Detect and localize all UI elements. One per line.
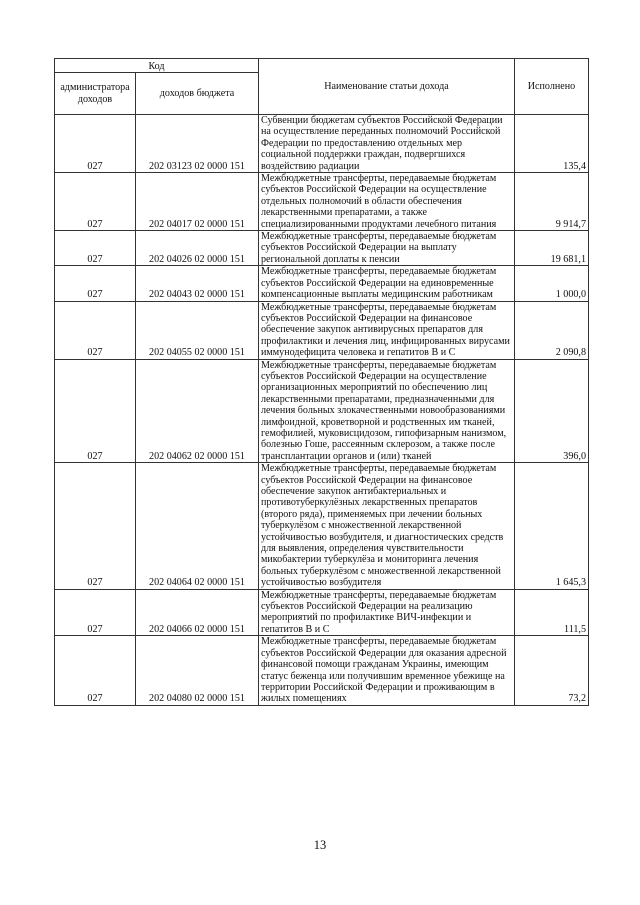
page-number: 13	[313, 838, 327, 852]
budget-code-cell: 202 04017 02 0000 151	[136, 173, 259, 231]
revenue-name-cell: Межбюджетные трансферты, передаваемые бюджетам субъектов Российской Федерации на финансовое обеспечение закупок антивирусных препаратов для профилактики и лечения лиц, инфицированных вирусами иммунодефицита человека и гепатитов В и С	[259, 301, 515, 359]
name-column-header: Наименование статьи дохода	[259, 59, 515, 115]
admin-code-cell: 027	[55, 301, 136, 359]
table-row	[55, 231, 589, 266]
table-row	[55, 589, 589, 636]
budget-code-cell: 202 04064 02 0000 151	[136, 463, 259, 589]
admin-code-cell: 027	[55, 359, 136, 463]
executed-amount-cell: 396,0	[515, 359, 589, 463]
admin-code-cell: 027	[55, 636, 136, 705]
table-row	[55, 636, 589, 705]
executed-amount-cell: 135,4	[515, 115, 589, 173]
revenue-name-cell: Межбюджетные трансферты, передаваемые бюджетам субъектов Российской Федерации на выплату региональной доплаты к пенсии	[259, 231, 515, 266]
admin-code-cell: 027	[55, 266, 136, 301]
executed-amount-cell: 9 914,7	[515, 173, 589, 231]
revenue-name-cell: Межбюджетные трансферты, передаваемые бюджетам субъектов Российской Федерации на единовременные компенсационные выплаты медицинским работникам	[259, 266, 515, 301]
executed-amount-cell: 1 645,3	[515, 463, 589, 589]
admin-code-cell: 027	[55, 463, 136, 589]
budget-code-column-header: доходов бюджета	[136, 73, 259, 115]
revenue-name-cell: Межбюджетные трансферты, передаваемые бюджетам субъектов Российской Федерации для оказания адресной финансовой помощи гражданам Украины, имеющим статус беженца или получившим временное убежище на территории Российской Федерации и проживающим в жилых помещениях	[259, 636, 515, 705]
table-row	[55, 173, 589, 231]
admin-code-cell: 027	[55, 589, 136, 636]
table-row	[55, 463, 589, 589]
admin-code-cell: 027	[55, 173, 136, 231]
budget-code-cell: 202 04043 02 0000 151	[136, 266, 259, 301]
table-header	[55, 59, 589, 115]
revenue-name-cell: Межбюджетные трансферты, передаваемые бюджетам субъектов Российской Федерации на осуществление отдельных полномочий в области обеспечения лекарственными препаратами, а также специализированными продуктами лечебного питания	[259, 173, 515, 231]
executed-column-header: Исполнено	[515, 59, 589, 115]
revenue-name-cell: Межбюджетные трансферты, передаваемые бюджетам субъектов Российской Федерации на реализацию мероприятий по профилактике ВИЧ-инфекции и гепатитов В и С	[259, 589, 515, 636]
budget-code-cell: 202 04066 02 0000 151	[136, 589, 259, 636]
code-group-header: Код	[55, 59, 259, 73]
executed-amount-cell: 111,5	[515, 589, 589, 636]
revenue-table	[54, 58, 589, 706]
admin-code-cell: 027	[55, 231, 136, 266]
revenue-name-cell: Межбюджетные трансферты, передаваемые бюджетам субъектов Российской Федерации на осуществление организационных мероприятий по обеспечению лиц лекарственными препаратами, предназначенными для лечения больных злокачественными новообразованиями лимфоидной, кроветворной и родственных им тканей, гемофилией, муковисцидозом, гипофизарным нанизмом, болезнью Гоше, рассеянным склерозом, а также после трансплантации органов и (или) тканей	[259, 359, 515, 463]
budget-code-cell: 202 04062 02 0000 151	[136, 359, 259, 463]
revenue-name-cell: Субвенции бюджетам субъектов Российской Федерации на осуществление переданных полномочий Российской Федерации по предоставлению отдельных мер социальной поддержки граждан, подвергшихся воздействию радиации	[259, 115, 515, 173]
table-row	[55, 359, 589, 463]
table-row	[55, 115, 589, 173]
budget-code-cell: 202 04026 02 0000 151	[136, 231, 259, 266]
revenue-name-cell: Межбюджетные трансферты, передаваемые бюджетам субъектов Российской Федерации на финансовое обеспечение закупок антибактериальных и противотуберкулёзных лекарственных препаратов (второго ряда), применяемых при лечении больных туберкулёзом с множественной лекарственной устойчивостью возбудителя, и диагностических средств для выявления, определения чувствительности микобактерии туберкулёза и мониторинга лечения больных туберкулёзом с множественной лекарственной устойчивостью возбудителя	[259, 463, 515, 589]
admin-column-header: администратора доходов	[55, 73, 136, 115]
executed-amount-cell: 2 090,8	[515, 301, 589, 359]
executed-amount-cell: 73,2	[515, 636, 589, 705]
table-body	[55, 115, 589, 706]
budget-code-cell: 202 04080 02 0000 151	[136, 636, 259, 705]
table-row	[55, 266, 589, 301]
executed-amount-cell: 1 000,0	[515, 266, 589, 301]
table-row	[55, 301, 589, 359]
executed-amount-cell: 19 681,1	[515, 231, 589, 266]
admin-code-cell: 027	[55, 115, 136, 173]
budget-code-cell: 202 03123 02 0000 151	[136, 115, 259, 173]
budget-code-cell: 202 04055 02 0000 151	[136, 301, 259, 359]
